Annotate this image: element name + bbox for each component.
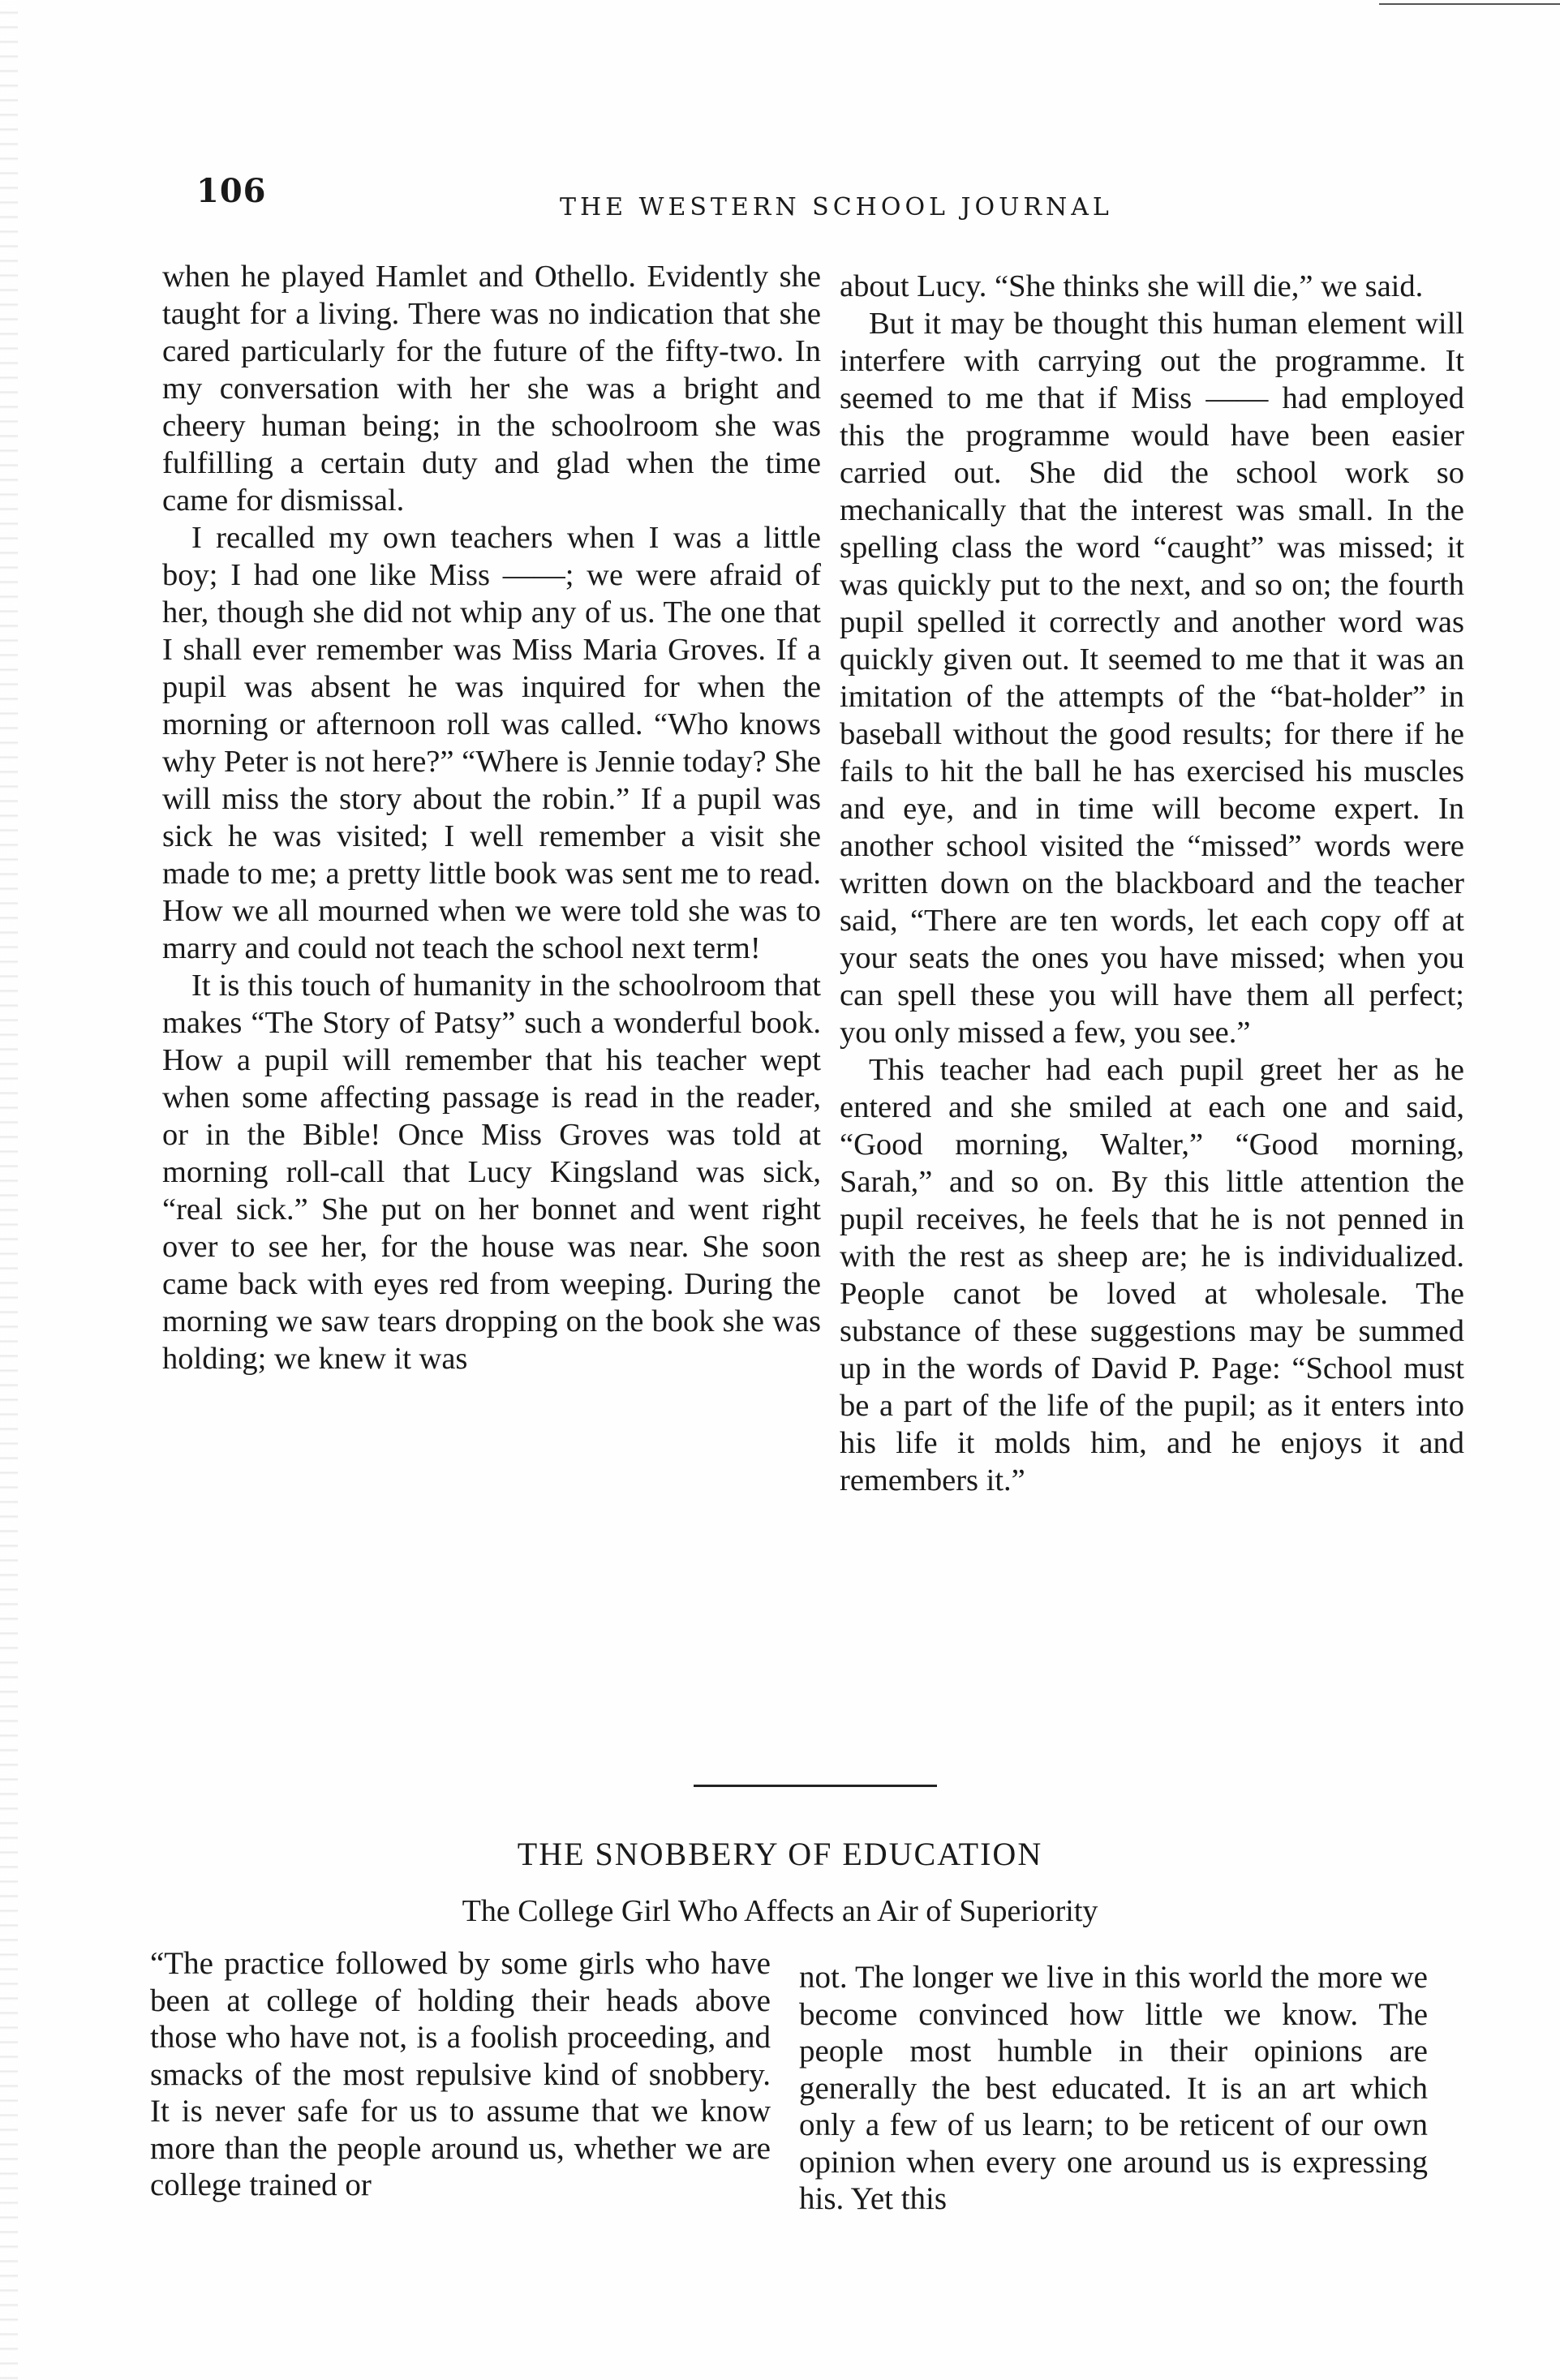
paragraph: It is this touch of humanity in the schoolroom that makes “The Story of Patsy” such a wonderful book. How a pupil will remember that his teacher wept when some affecting passage is read in the reader, or in the Bible! Once Miss Groves was told at morning roll-call that Lucy Kingsland was sick, “real sick.” She put on her bonnet and went right over to see her, for the house was near. She soon came back with eyes red from weeping. During the morning we saw tears dropping on the book she was holding; we knew it was — [162, 969, 821, 1376]
page-number: 106 — [196, 172, 267, 210]
paragraph: when he played Hamlet and Othello. Evidently she taught for a living. There was no indication that she cared particularly for the future of the fifty-two. In my conversation with her she was a bright and cheery human being; in the schoolroom she was fulfilling a certain duty and glad when the time came for dismissal. — [162, 260, 821, 518]
section-divider — [694, 1785, 937, 1787]
article2-right-column — [799, 1959, 1428, 2365]
paragraph: This teacher had each pupil greet her as he entered and she smiled at each one and said, “Good morning, Walter,” “Good morning, Sarah,” and so on. By this little attention the pupil receives, he feels that he is not penned in with the rest as sheep are; he is individualized. People canot be loved at wholesale. The substance of these suggestions may be summed up in the words of David P. Page: “School must be a part of the life of the pupil; as it enters into his life it molds him, and he enjoys it and remembers it.” — [840, 1053, 1464, 1497]
article1-right-column — [840, 268, 1464, 1736]
article1-left-column — [162, 258, 821, 1734]
paragraph: not. The longer we live in this world the more we become convinced how little we know. The people most humble in their opinions are generally the best educated. It is an art which only a few of us learn; to be reticent of our own opinion when every one around us is expressing his. Yet this — [799, 1960, 1428, 2216]
article2-left-column — [150, 1945, 771, 2351]
top-rule — [1379, 3, 1560, 5]
article-title: THE SNOBBERY OF EDUCATION — [517, 1836, 1043, 1872]
binding-edge — [0, 0, 18, 2380]
paragraph: about Lucy. “She thinks she will die,” we said. — [840, 269, 1424, 303]
running-title: THE WESTERN SCHOOL JOURNAL — [560, 193, 1113, 221]
article-subtitle: The College Girl Who Affects an Air of Superiority — [462, 1894, 1098, 1928]
paragraph: But it may be thought this human element will interfere with carrying out the programme. It seemed to me that if Miss —— had employed this the programme would have been easier carried out. She did the school work so mechanically that the interest was small. In the spelling class the word “caught” was missed; it was quickly put to the next, and so on; the fourth pupil spelled it correctly and another word was quickly given out. It seemed to me that it was an imitation of the attempts of the “bat-holder” in baseball without the good results; for there if he fails to hit the ball he has exercised his muscles and eye, and in time will become expert. In another school visited the “missed” words were written down on the blackboard and the teacher said, “There are ten words, let each copy off at your seats the ones you have missed; when you can spell these you will have them all perfect; you only missed a few, you see.” — [840, 307, 1464, 1050]
paragraph: I recalled my own teachers when I was a little boy; I had one like Miss ——; we were afraid of her, though she did not whip any of us. The one that I shall ever remember was Miss Maria Groves. If a pupil was absent he was inquired for when the morning or afternoon roll was called. “Who knows why Peter is not here?” “Where is Jennie today? She will miss the story about the robin.” If a pupil was sick he was visited; I well remember a visit she made to me; a pretty little book was sent me to read. How we all mourned when we were told she was to marry and could not teach the school next term! — [162, 521, 821, 965]
paragraph: “The practice followed by some girls who have been at college of holding their heads above those who have not, is a foolish proceeding, and smacks of the most repulsive kind of snobbery. It is never safe for us to assume that we know more than the people around us, whether we are college trained or — [150, 1946, 771, 2202]
